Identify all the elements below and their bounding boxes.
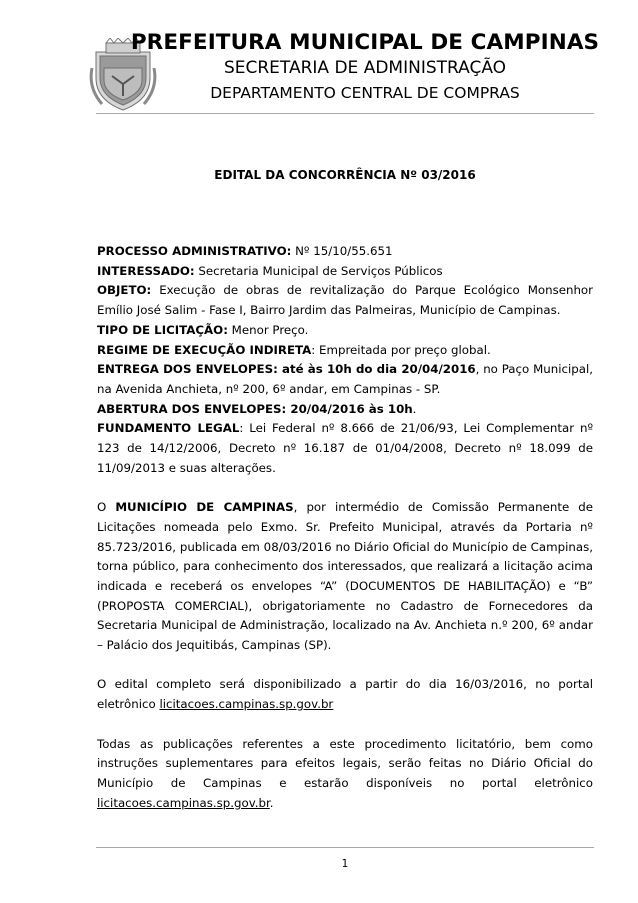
- entrega-label: ENTREGA DOS ENVELOPES: até às 10h do dia 20/04/2016: [97, 362, 476, 377]
- portal-link-2[interactable]: licitacoes.campinas.sp.gov.br: [97, 795, 270, 810]
- field-entrega: [97, 360, 593, 399]
- paragraph-publicacoes: [97, 735, 593, 814]
- objeto-label: OBJETO:: [97, 283, 152, 298]
- entrega-value: , no Paço Municipal, na Avenida Anchieta, nº 200, 6º andar, em Campinas - SP.: [97, 362, 593, 396]
- p3-end: .: [269, 795, 274, 810]
- p1-text: , por intermédio de Comissão Permanente de Licitações nomeada pelo Exmo. Sr. Prefeito Municipal, através da Portaria nº 85.723/2016, publicada em 08/03/2016 no Diário Oficial do Município de Campinas, torna público, para conhecimento dos interessados, que realizará a licitação acima indicada e receberá os envelopes “A” (DOCUMENTOS DE HABILITAÇÃO) e “B” (PROPOSTA COMERCIAL), obrigatoriamente no Cadastro de Fornecedores da Secretaria Municipal de Administração, localizado na Av. Anchieta n.º 200, 6º andar – Palácio dos Jequitibás, Campinas (SP).: [97, 500, 593, 653]
- footer-divider: [96, 847, 594, 848]
- p2-text: O edital completo será disponibilizado a partir do dia 16/03/2016, no portal eletrônico: [97, 677, 593, 712]
- header-secretaria: SECRETARIA DE ADMINISTRAÇÃO: [223, 58, 507, 78]
- tipo-value: Menor Preço.: [227, 322, 309, 337]
- p1-bold: MUNICÍPIO DE CAMPINAS: [115, 500, 294, 515]
- field-interessado: [97, 262, 593, 282]
- field-abertura: [97, 400, 593, 420]
- fundamento-value: : Lei Federal nº 8.666 de 21/06/93, Lei Complementar nº 123 de 14/12/2006, Decreto nº 16.187 de 01/04/2008, Decreto nº 18.099 de 11/09/2013 e suas alterações.: [97, 421, 593, 475]
- edital-title: EDITAL DA CONCORRÊNCIA Nº 03/2016: [214, 168, 476, 182]
- regime-value: : Empreitada por preço global.: [311, 342, 491, 357]
- portal-link[interactable]: licitacoes.campinas.sp.gov.br: [159, 697, 334, 712]
- processo-label: PROCESSO ADMINISTRATIVO:: [97, 244, 292, 258]
- header-divider: [96, 113, 594, 114]
- field-tipo: [97, 321, 593, 341]
- processo-value: Nº 15/10/55.651: [291, 244, 393, 258]
- document-body: [97, 242, 593, 813]
- field-fundamento: [97, 419, 593, 478]
- interessado-value: Secretaria Municipal de Serviços Públicos: [194, 263, 443, 278]
- objeto-value: Execução de obras de revitalização do Parque Ecológico Monsenhor Emílio José Salim - Fase I, Bairro Jardim das Palmeiras, Município de Campinas.: [97, 283, 593, 318]
- field-objeto: [97, 281, 593, 320]
- abertura-label: ABERTURA DOS ENVELOPES: 20/04/2016 às 10h: [97, 401, 413, 416]
- p1-prefix: O: [97, 500, 116, 515]
- abertura-value: .: [412, 401, 417, 416]
- p3-text: Todas as publicações referentes a este procedimento licitatório, bem como instruções suplementares para efeitos legais, serão feitas no Diário Oficial do Município de Campinas e estarão disponíveis no portal eletrônico: [97, 736, 593, 790]
- page-number: 1: [341, 858, 349, 870]
- header-departamento: DEPARTAMENTO CENTRAL DE COMPRAS: [210, 84, 520, 102]
- paragraph-municipio: [97, 498, 593, 656]
- tipo-label: TIPO DE LICITAÇÃO:: [97, 322, 228, 337]
- paragraph-edital-completo: [97, 675, 593, 714]
- regime-label: REGIME DE EXECUÇÃO INDIRETA: [97, 342, 312, 357]
- header-title: PREFEITURA MUNICIPAL DE CAMPINAS: [130, 30, 600, 55]
- field-processo: [97, 242, 593, 262]
- fundamento-label: FUNDAMENTO LEGAL: [97, 421, 240, 436]
- interessado-label: INTERESSADO:: [97, 263, 195, 278]
- field-regime: [97, 341, 593, 361]
